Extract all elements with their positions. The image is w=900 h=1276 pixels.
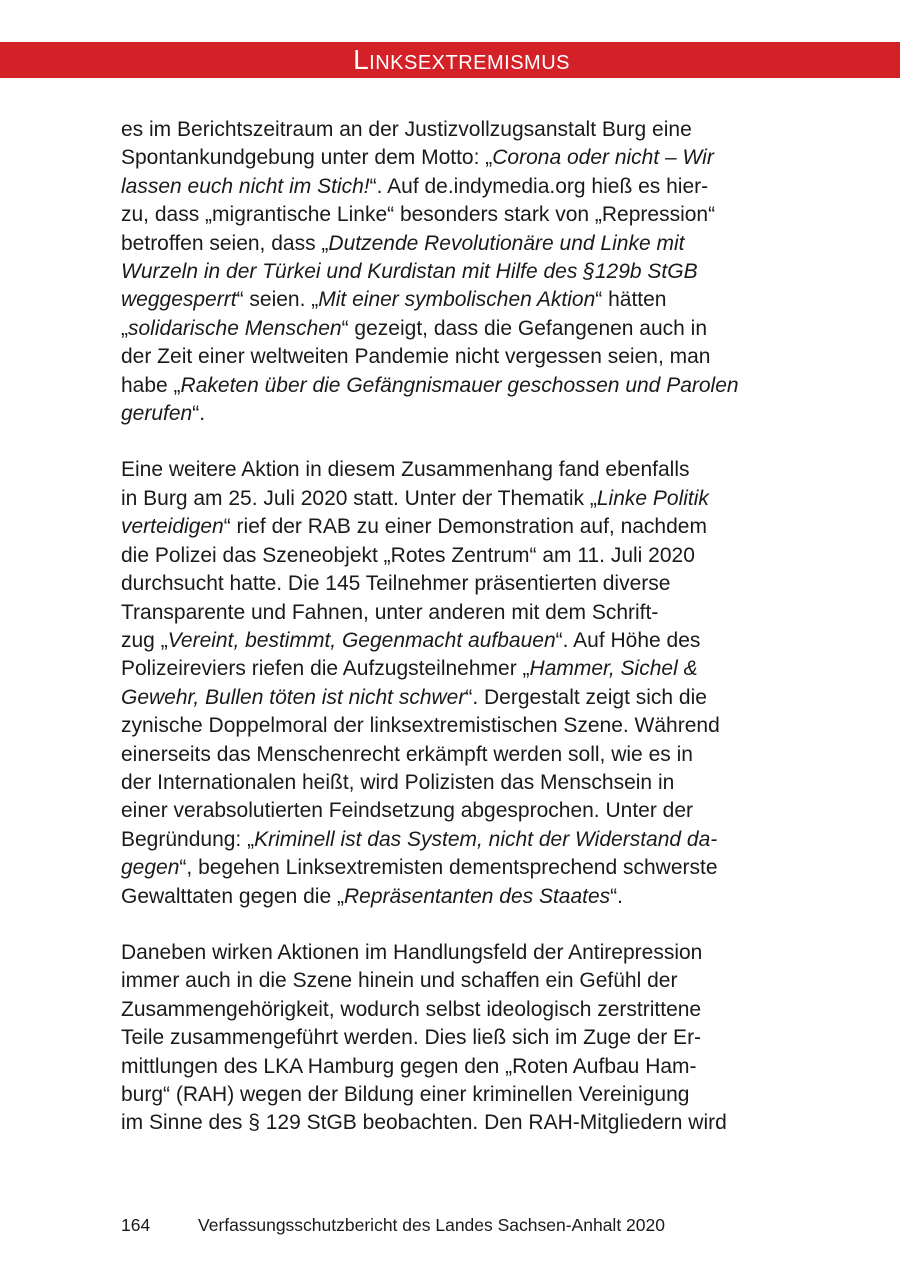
publication-title: Verfassungsschutzbericht des Landes Sachsen-Anhalt 2020 — [198, 1215, 665, 1235]
text-segment: “ seien. „ — [236, 288, 319, 312]
text-segment: habe „ — [121, 373, 181, 397]
quote-segment: Dutzende Revolutionäre und Linke mit — [328, 231, 685, 255]
text-segment: Spontankundgebung unter dem Motto: „ — [121, 146, 493, 170]
text-line — [121, 372, 781, 400]
text-segment: “. Dergestalt zeigt sich die — [465, 685, 707, 709]
text-segment: Polizeireviers riefen die Aufzugsteilnehmer „ — [121, 657, 530, 681]
text-segment: burg“ (RAH) wegen der Bildung einer kriminellen Vereinigung — [121, 1083, 690, 1106]
section-title: Linksextremismus — [353, 44, 570, 75]
text-segment: “. Auf Höhe des — [555, 628, 701, 652]
text-segment: der Zeit einer weltweiten Pandemie nicht vergessen seien, man — [121, 345, 711, 369]
quote-segment: weggesperrt — [121, 288, 237, 312]
text-segment: mittlungen des LKA Hamburg gegen den „Roten Aufbau Ham- — [121, 1054, 697, 1078]
text-line — [121, 1024, 781, 1052]
text-line — [121, 769, 781, 797]
text-segment: die Polizei das Szeneobjekt „Rotes Zentrum“ am 11. Juli 2020 — [121, 543, 695, 567]
text-line — [121, 655, 781, 683]
text-line — [121, 826, 781, 854]
text-line — [121, 570, 781, 598]
paragraph — [121, 116, 781, 428]
text-segment: Transparente und Fahnen, unter anderen mit dem Schrift- — [121, 600, 659, 624]
text-line — [121, 456, 781, 484]
text-segment: durchsucht hatte. Die 145 Teilnehmer präsentierten diverse — [121, 572, 671, 596]
text-line — [121, 939, 781, 967]
text-line — [121, 797, 781, 825]
text-segment: “ gezeigt, dass die Gefangenen auch in — [341, 316, 708, 340]
text-segment: “. — [192, 402, 206, 426]
text-line — [121, 343, 781, 371]
text-segment: es im Berichtszeitraum an der Justizvollzugsanstalt Burg eine — [121, 118, 692, 141]
text-segment: immer auch in die Szene hinein und schaffen ein Gefühl der — [121, 969, 678, 993]
quote-segment: Mit einer symbolischen Aktion — [318, 288, 596, 312]
text-segment: einer verabsolutierten Feindsetzung abgesprochen. Unter der — [121, 799, 694, 823]
text-segment: einerseits das Menschenrecht erkämpft werden soll, wie es in — [121, 742, 693, 766]
text-segment: Gewalttaten gegen die „ — [121, 884, 344, 908]
paragraph — [121, 456, 781, 911]
text-segment: “. — [610, 884, 623, 908]
text-line — [121, 258, 781, 286]
quote-segment: lassen euch nicht im Stich! — [121, 174, 370, 198]
text-segment: im Sinne des § 129 StGB beobachten. Den RAH-Mitgliedern wird — [121, 1111, 727, 1135]
text-segment: in Burg am 25. Juli 2020 statt. Unter der Thematik „ — [121, 486, 597, 510]
text-line — [121, 400, 781, 428]
text-line — [121, 599, 781, 627]
text-line — [121, 967, 781, 995]
quote-segment: Hammer, Sichel & — [529, 657, 698, 681]
text-line — [121, 144, 781, 172]
text-line — [121, 315, 781, 343]
text-line — [121, 741, 781, 769]
text-segment: zu, dass „migrantische Linke“ besonders stark von „Repression“ — [121, 203, 716, 227]
quote-segment: verteidigen — [121, 515, 224, 539]
text-line — [121, 485, 781, 513]
text-line — [121, 286, 781, 314]
quote-segment: gegen — [121, 856, 180, 880]
text-line — [121, 854, 781, 882]
page-footer — [121, 1214, 665, 1236]
text-segment: “ hätten — [595, 288, 667, 312]
section-header-banner — [0, 42, 900, 78]
text-line — [121, 201, 781, 229]
text-line — [121, 230, 781, 258]
quote-segment: gerufen — [121, 402, 193, 426]
text-segment: zug „ — [121, 628, 168, 652]
quote-segment: Gewehr, Bullen töten ist nicht schwer — [121, 685, 466, 709]
body-text — [121, 116, 781, 1166]
paragraph — [121, 939, 781, 1138]
page-number: 164 — [121, 1215, 151, 1235]
text-segment: “ rief der RAB zu einer Demonstration auf, nachdem — [223, 515, 707, 539]
quote-segment: Kriminell ist das System, nicht der Widerstand da- — [254, 827, 718, 851]
quote-segment: Raketen über die Gefängnismauer geschossen und Parolen — [180, 373, 739, 397]
text-segment: betroffen seien, dass „ — [121, 231, 329, 255]
quote-segment: Repräsentanten des Staates — [343, 884, 611, 908]
text-line — [121, 1109, 781, 1137]
text-line — [121, 883, 781, 911]
quote-segment: Linke Politik — [596, 486, 709, 510]
text-segment: Eine weitere Aktion in diesem Zusammenhang fand ebenfalls — [121, 458, 690, 482]
text-segment: Daneben wirken Aktionen im Handlungsfeld der Antirepression — [121, 940, 703, 964]
text-line — [121, 712, 781, 740]
quote-segment: Corona oder nicht – Wir — [492, 146, 714, 170]
text-segment: Zusammengehörigkeit, wodurch selbst ideologisch zerstrittene — [121, 997, 702, 1021]
text-segment: Teile zusammengeführt werden. Dies ließ sich im Zuge der Er- — [121, 1026, 702, 1050]
quote-segment: solidarische Menschen — [128, 316, 342, 340]
text-segment: “, begehen Linksextremisten dementsprechend schwerste — [179, 856, 718, 880]
quote-segment: Wurzeln in der Türkei und Kurdistan mit Hilfe des §129b StGB — [121, 260, 698, 284]
text-line — [121, 1081, 781, 1109]
text-line — [121, 173, 781, 201]
quote-segment: Vereint, bestimmt, Gegenmacht aufbauen — [167, 628, 556, 652]
text-line — [121, 116, 781, 144]
text-line — [121, 542, 781, 570]
text-line — [121, 684, 781, 712]
text-segment: Begründung: „ — [121, 827, 255, 851]
text-segment: der Internationalen heißt, wird Polizisten das Menschsein in — [121, 770, 675, 794]
text-segment: “. Auf de.indymedia.org hieß es hier- — [369, 174, 709, 198]
text-line — [121, 513, 781, 541]
text-line — [121, 1053, 781, 1081]
text-segment: „ — [121, 316, 128, 340]
text-line — [121, 627, 781, 655]
text-line — [121, 996, 781, 1024]
text-segment: zynische Doppelmoral der linksextremistischen Szene. Während — [121, 714, 720, 738]
